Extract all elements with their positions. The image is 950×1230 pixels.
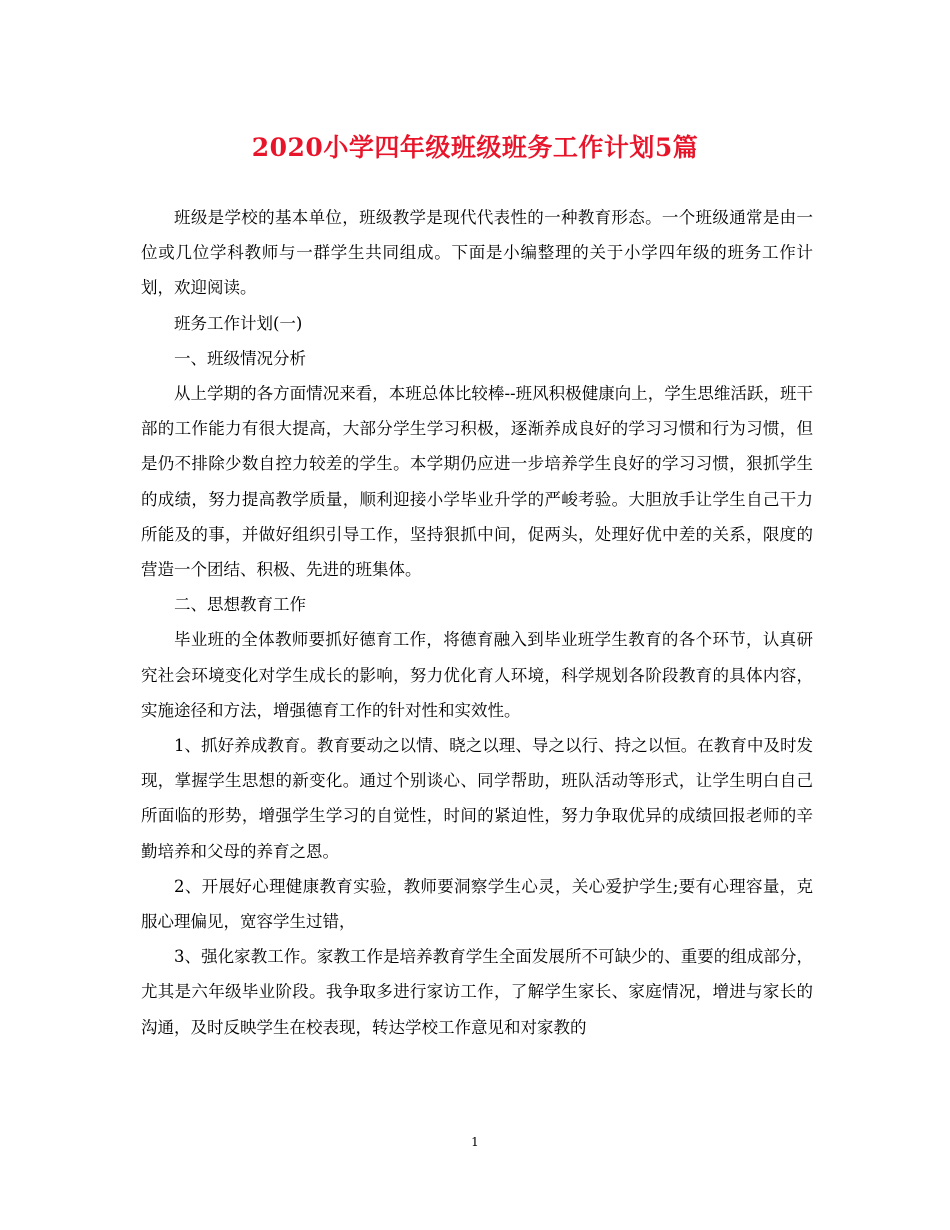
section-heading-class-analysis: 一、班级情况分析 — [174, 348, 306, 368]
item-habit-education: 1、抓好养成教育。教育要动之以情、晓之以理、导之以行、持之以恒。在教育中及时发现，掌握学生思想的新变化。通过个别谈心、同学帮助，班队活动等形式，让学生明白自己所面临的形势，增强学生学习的自觉性，时间的紧迫性，努力争取优异的成绩回报老师的辛勤培养和父母的养育之恩。 — [141, 736, 813, 861]
section-heading-ideological-education: 二、思想教育工作 — [174, 595, 306, 615]
class-analysis-paragraph: 从上学期的各方面情况来看，本班总体比较棒--班风积极健康向上，学生思维活跃，班干部的工作能力有很大提高，大部分学生学习积极，逐渐养成良好的学习习惯和行为习惯，但是仍不排除少数自控力较差的学生。本学期仍应进一步培养学生良好的学习习惯，狠抓学生的成绩，努力提高教学质量，顺利迎接小学毕业升学的严峻考验。大胆放手让学生自己干力所能及的事，并做好组织引导工作，坚持狠抓中间，促两头，处理好优中差的关系，限度的营造一个团结、积极、先进的班集体。 — [141, 384, 813, 580]
item-mental-health: 2、开展好心理健康教育实验，教师要洞察学生心灵，关心爱护学生;要有心理容量，克服心理偏见，宽容学生过错， — [141, 876, 813, 932]
item-family-education: 3、强化家教工作。家教工作是培养教育学生全面发展所不可缺少的、重要的组成部分，尤其是六年级毕业阶段。我争取多进行家访工作，了解学生家长、家庭情况，增进与家长的沟通，及时反映学生在校表现，转达学校工作意见和对家教的 — [141, 947, 813, 1037]
document-body — [141, 200, 813, 1045]
document-title: 2020小学四年级班级班务工作计划5篇 — [251, 133, 699, 162]
ideological-education-paragraph: 毕业班的全体教师要抓好德育工作，将德育融入到毕业班学生教育的各个环节，认真研究社会环境变化对学生成长的影响，努力优化育人环境，科学规划各阶段教育的具体内容，实施途径和方法，增强德育工作的针对性和实效性。 — [141, 630, 813, 720]
intro-paragraph: 班级是学校的基本单位，班级教学是现代代表性的一种教育形态。一个班级通常是由一位或几位学科教师与一群学生共同组成。下面是小编整理的关于小学四年级的班务工作计划，欢迎阅读。 — [141, 208, 813, 298]
section-heading-plan-1: 班务工作计划(一) — [174, 313, 303, 333]
page-number: 1 — [471, 1135, 479, 1149]
